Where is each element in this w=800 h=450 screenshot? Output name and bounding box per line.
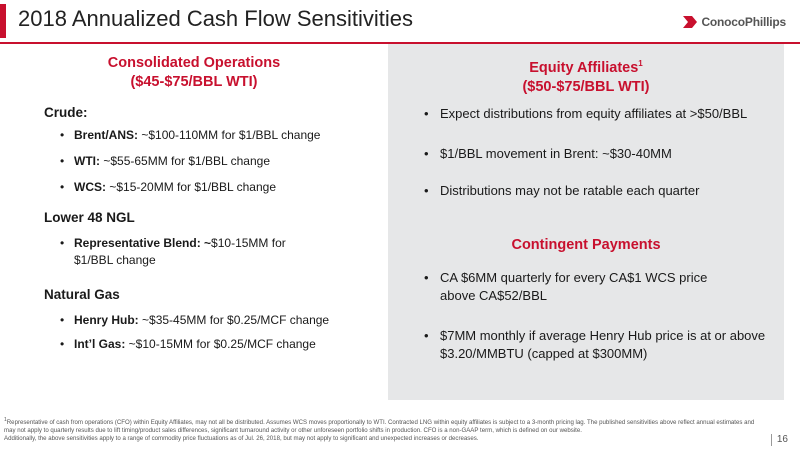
footnote-line1 <box>4 416 764 435</box>
item-text: ~$15-20MM for $1/BBL change <box>106 180 276 194</box>
item-text: ~$55-65MM for $1/BBL change <box>100 154 270 168</box>
page-number: 16 <box>771 434 788 446</box>
list-item-brent-movement <box>424 145 780 163</box>
item-text: ~$10-15MM for $0.25/MCF change <box>125 337 316 351</box>
item-text: ~$100-110MM for $1/BBL change <box>138 128 321 142</box>
title-bar <box>0 0 800 44</box>
logo-text: ConocoPhillips <box>701 15 786 29</box>
bullet-icon: • <box>424 328 429 343</box>
list-item-distributions <box>424 105 780 123</box>
list-item-representative-blend <box>60 235 304 269</box>
item-label: WCS: <box>74 180 106 194</box>
bullet-icon: • <box>60 154 65 168</box>
item-text: CA $6MM quarterly for every CA$1 WCS price above CA$52/BBL <box>440 270 708 303</box>
equity-affiliates-heading-line2: ($50-$75/BBL WTI) <box>522 78 650 95</box>
item-label: WTI: <box>74 154 100 168</box>
bullet-icon: • <box>60 180 65 194</box>
list-item-intl-gas <box>60 336 374 353</box>
footnote-text: Representative of cash from operations (CFO) within Equity Affiliates, may not all be distributed. Assumes WCS moves proportionally to WTI. Contracted LNG within equity affiliates is subject to a 3-month pricing lag. The published sensitivities above reflect annual estimates and may not apply to quarterly results due to lift timing/product sales differences, significant turnaround activity or other unforeseen portfolio shifts in production. CFO is a non-GAAP term, which is defined on our website. <box>4 419 755 435</box>
item-text: Distributions may not be ratable each quarter <box>440 183 700 198</box>
list-item-ratable <box>424 182 780 200</box>
section-title-crude: Crude: <box>44 105 88 120</box>
bullet-icon: • <box>424 270 429 285</box>
footnote-line2: Additionally, the above sensitivities apply to a range of commodity price fluctuations as of Jul. 26, 2018, but may not apply to significant and unexpected increases or decreases. <box>4 435 479 443</box>
consolidated-heading <box>0 54 388 92</box>
title-accent-bar <box>0 4 6 38</box>
list-item-wcs <box>60 179 374 196</box>
bullet-icon: • <box>424 183 429 198</box>
equity-affiliates-heading-line1 <box>388 54 784 78</box>
item-label: Henry Hub: <box>74 313 139 327</box>
item-text: $10-15MM for $1/BBL change <box>74 236 286 267</box>
bullet-icon: • <box>60 236 65 250</box>
list-item-henry-hub-payment <box>424 327 770 363</box>
section-title-ngl: Lower 48 NGL <box>44 210 135 225</box>
consolidated-heading-line2: ($45-$75/BBL WTI) <box>130 74 258 90</box>
item-label: Brent/ANS: <box>74 128 139 142</box>
bullet-icon: • <box>424 146 429 161</box>
equity-affiliates-heading <box>388 54 784 97</box>
page-title: 2018 Annualized Cash Flow Sensitivities <box>18 6 414 31</box>
list-item-ca-payment <box>424 269 740 305</box>
bullet-icon: • <box>60 128 65 142</box>
item-text: $1/BBL movement in Brent: ~$30-40MM <box>440 146 672 161</box>
item-text: ~$35-45MM for $0.25/MCF change <box>138 313 330 327</box>
heading-text: Equity Affiliates <box>529 59 639 76</box>
footnote-marker: 1 <box>638 59 643 68</box>
company-logo <box>682 13 786 31</box>
logo-mark-icon <box>682 14 698 30</box>
consolidated-heading-line1: Consolidated Operations <box>107 55 281 71</box>
contingent-payments-heading: Contingent Payments <box>511 237 661 253</box>
item-text: $7MM monthly if average Henry Hub price is at or above $3.20/MMBTU (capped at $300MM) <box>440 328 766 361</box>
bullet-icon: • <box>60 337 65 351</box>
footnote-marker: 1 <box>4 417 7 423</box>
list-item-brent <box>60 127 374 144</box>
bullet-icon: • <box>424 106 429 121</box>
item-text: Expect distributions from equity affiliates at >$50/BBL <box>440 106 748 121</box>
item-label: Int’l Gas: <box>74 337 126 351</box>
bullet-icon: • <box>60 313 65 327</box>
footnote <box>4 416 764 443</box>
list-item-henry-hub <box>60 312 374 329</box>
item-label: Representative Blend: ~ <box>74 236 212 250</box>
section-title-natural-gas: Natural Gas <box>44 287 120 302</box>
list-item-wti <box>60 153 374 170</box>
